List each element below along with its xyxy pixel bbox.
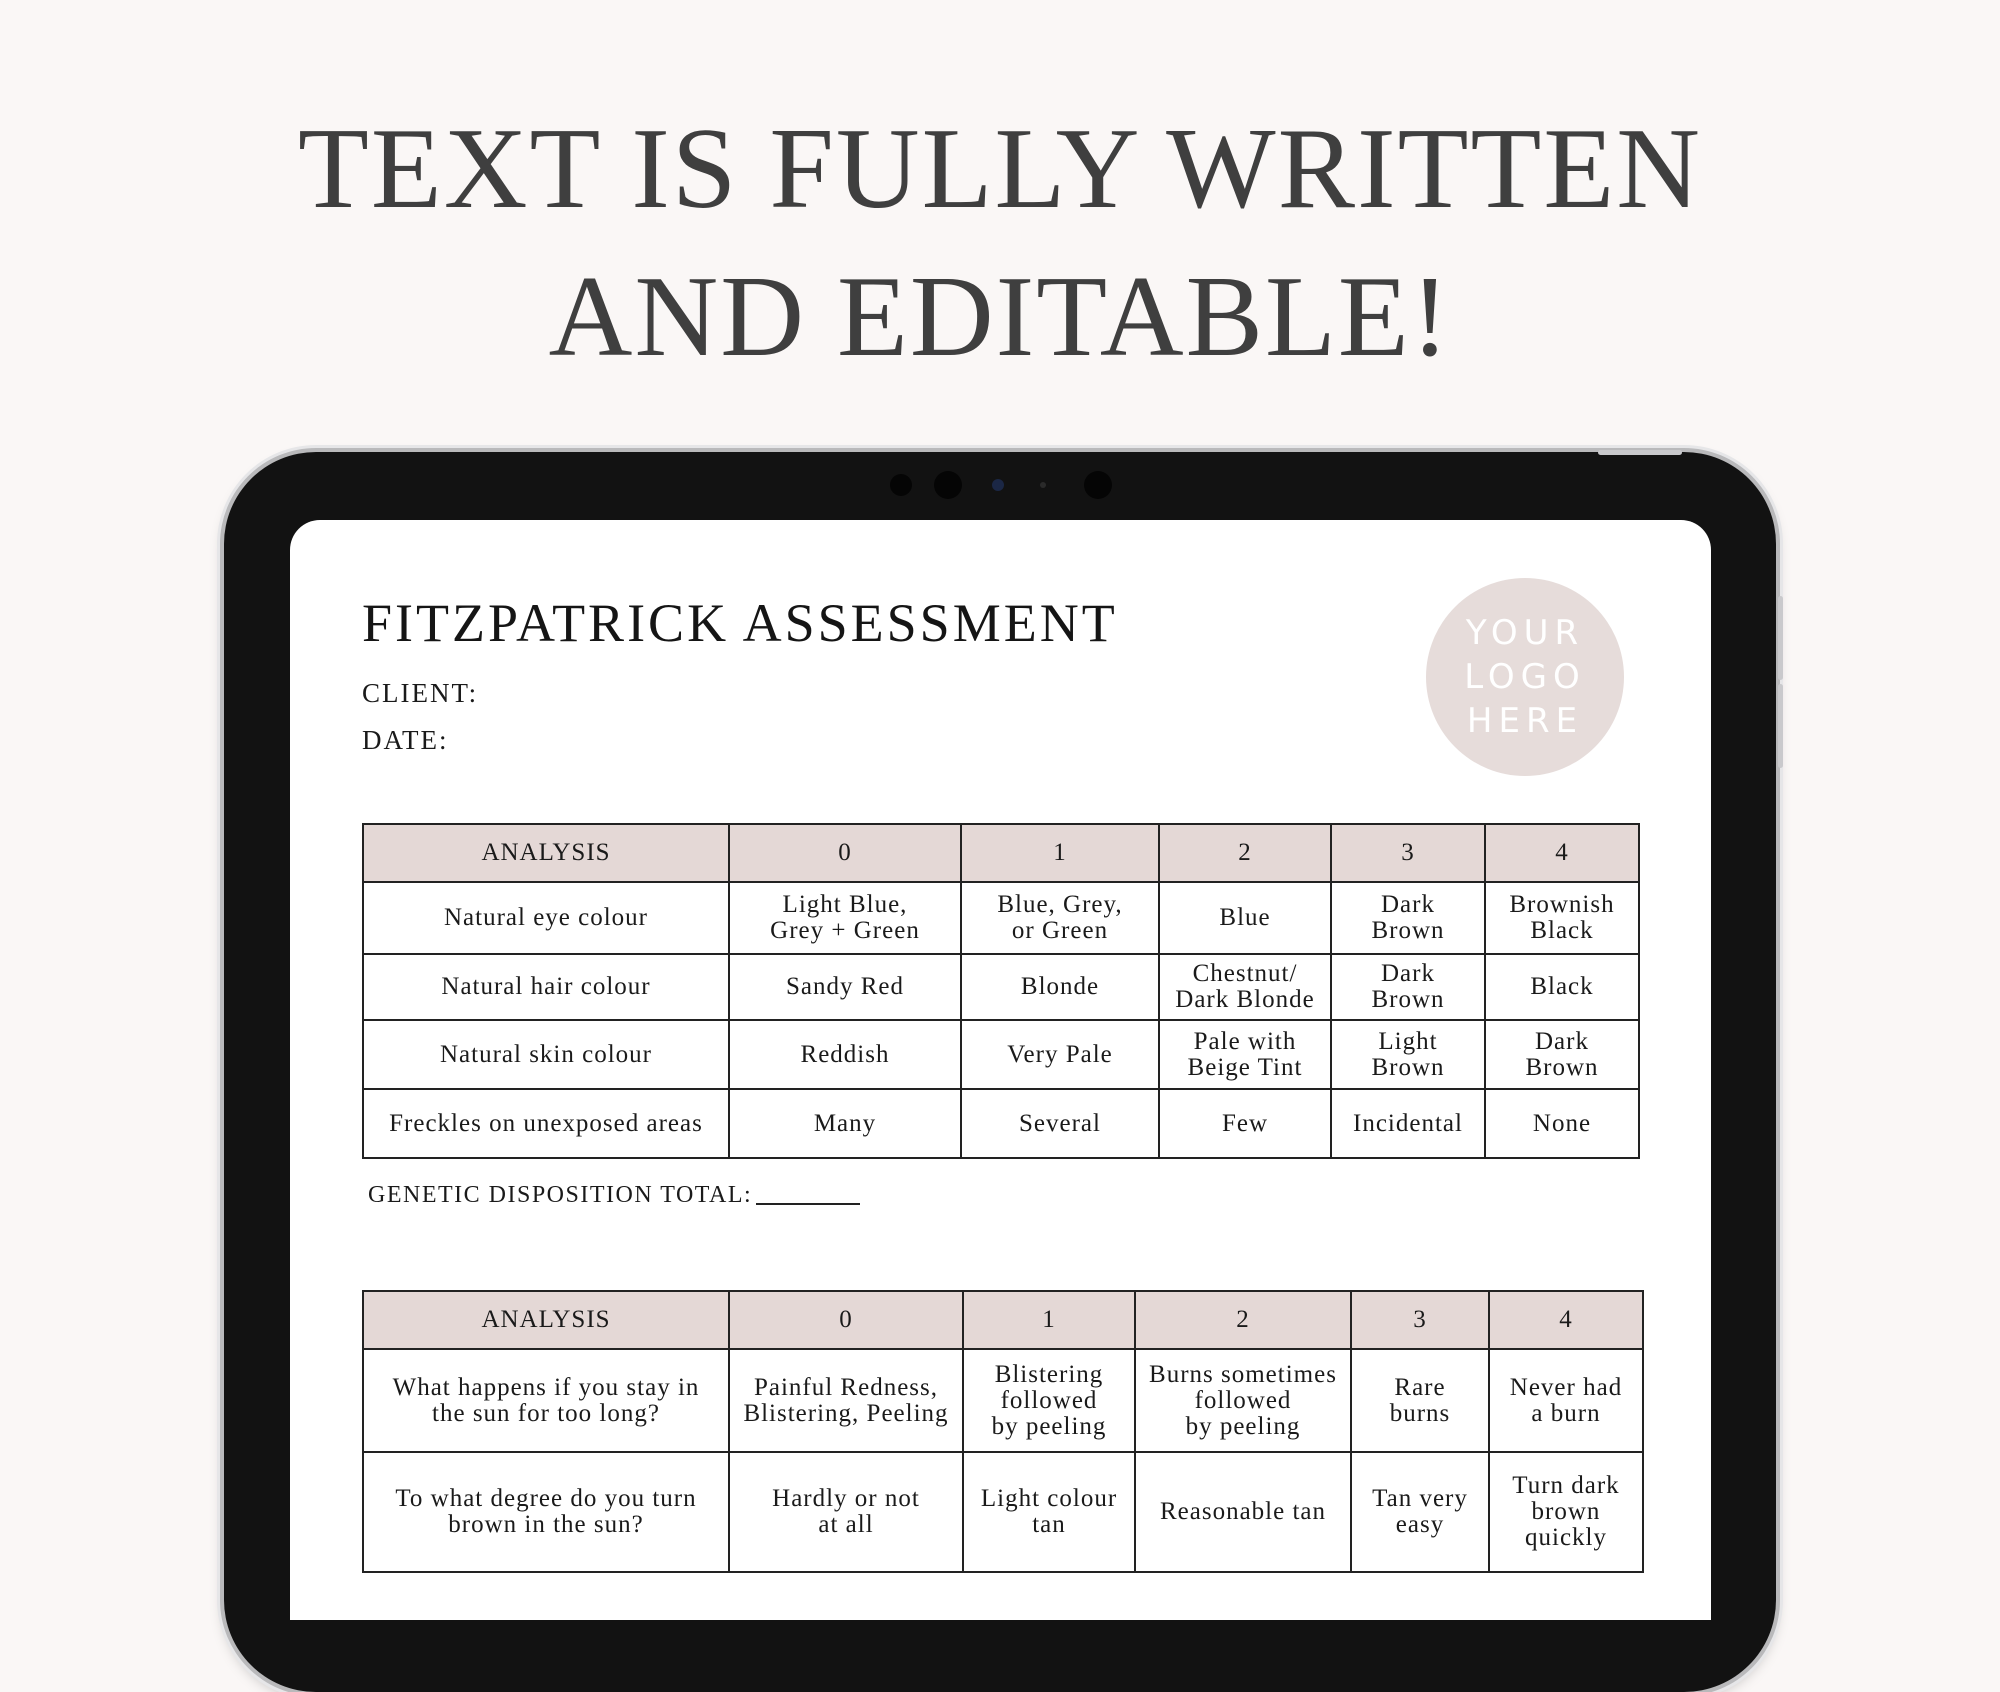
header-score-2: 2 xyxy=(1159,824,1331,882)
genetic-total-field[interactable] xyxy=(368,1182,860,1209)
answer-cell-score-1[interactable]: Blonde xyxy=(961,954,1159,1020)
date-label: DATE: xyxy=(362,725,449,755)
table-row xyxy=(363,1349,1643,1452)
date-field[interactable] xyxy=(362,725,449,756)
table-header-row xyxy=(363,824,1639,882)
table-row xyxy=(363,1020,1639,1089)
headline xyxy=(0,95,2000,391)
answer-cell-score-2[interactable]: Burns sometimes followed by peeling xyxy=(1135,1349,1351,1452)
logo-line: HERE xyxy=(1466,701,1584,741)
table-row xyxy=(363,1089,1639,1158)
logo-line: YOUR xyxy=(1465,613,1585,653)
header-analysis: ANALYSIS xyxy=(363,1291,729,1349)
header-score-2: 2 xyxy=(1135,1291,1351,1349)
answer-cell-score-1[interactable]: Blistering followed by peeling xyxy=(963,1349,1135,1452)
logo-placeholder[interactable] xyxy=(1426,578,1624,776)
camera-lens-icon xyxy=(992,479,1004,491)
answer-cell-score-4[interactable]: Turn dark brown quickly xyxy=(1489,1452,1643,1572)
sensor-icon xyxy=(934,471,962,499)
client-field[interactable] xyxy=(362,678,478,709)
answer-cell-score-4[interactable]: Brownish Black xyxy=(1485,882,1639,954)
answer-cell-score-4[interactable]: None xyxy=(1485,1089,1639,1158)
header-score-4: 4 xyxy=(1489,1291,1643,1349)
headline-line-2: AND EDITABLE! xyxy=(548,253,1452,381)
answer-cell-score-1[interactable]: Very Pale xyxy=(961,1020,1159,1089)
header-score-3: 3 xyxy=(1351,1291,1489,1349)
genetic-disposition-table xyxy=(362,823,1640,1159)
answer-cell-score-4[interactable]: Never had a burn xyxy=(1489,1349,1643,1452)
answer-cell-score-1[interactable]: Blue, Grey, or Green xyxy=(961,882,1159,954)
answer-cell-score-2[interactable]: Few xyxy=(1159,1089,1331,1158)
answer-cell-score-3[interactable]: Dark Brown xyxy=(1331,882,1485,954)
question-cell[interactable]: What happens if you stay in the sun for too long? xyxy=(363,1349,729,1452)
tablet-top-button xyxy=(1598,450,1682,455)
header-score-1: 1 xyxy=(961,824,1159,882)
table-header-row xyxy=(363,1291,1643,1349)
header-score-0: 0 xyxy=(729,1291,963,1349)
answer-cell-score-4[interactable]: Black xyxy=(1485,954,1639,1020)
header-score-3: 3 xyxy=(1331,824,1485,882)
answer-cell-score-0[interactable]: Painful Redness, Blistering, Peeling xyxy=(729,1349,963,1452)
page-title: FITZPATRICK ASSESSMENT xyxy=(362,593,1118,653)
sensor-icon xyxy=(890,474,912,496)
answer-cell-score-0[interactable]: Many xyxy=(729,1089,961,1158)
answer-cell-score-0[interactable]: Reddish xyxy=(729,1020,961,1089)
genetic-total-label: GENETIC DISPOSITION TOTAL: xyxy=(368,1182,753,1208)
answer-cell-score-2[interactable]: Chestnut/ Dark Blonde xyxy=(1159,954,1331,1020)
answer-cell-score-3[interactable]: Tan very easy xyxy=(1351,1452,1489,1572)
answer-cell-score-1[interactable]: Light colour tan xyxy=(963,1452,1135,1572)
sensor-icon xyxy=(1040,482,1046,488)
answer-cell-score-3[interactable]: Dark Brown xyxy=(1331,954,1485,1020)
answer-cell-score-2[interactable]: Pale with Beige Tint xyxy=(1159,1020,1331,1089)
header-score-1: 1 xyxy=(963,1291,1135,1349)
document-page xyxy=(290,520,1711,1620)
answer-cell-score-1[interactable]: Several xyxy=(961,1089,1159,1158)
answer-cell-score-0[interactable]: Hardly or not at all xyxy=(729,1452,963,1572)
question-cell[interactable]: To what degree do you turn brown in the sun? xyxy=(363,1452,729,1572)
headline-line-1: TEXT IS FULLY WRITTEN xyxy=(298,105,1702,233)
sensor-icon xyxy=(1084,471,1112,499)
client-label: CLIENT: xyxy=(362,678,479,708)
logo-line: LOGO xyxy=(1464,657,1586,697)
tablet-volume-down-button xyxy=(1778,684,1783,768)
total-blank-line[interactable] xyxy=(756,1203,860,1205)
answer-cell-score-0[interactable]: Light Blue, Grey + Green xyxy=(729,882,961,954)
question-cell[interactable]: Natural eye colour xyxy=(363,882,729,954)
header-score-4: 4 xyxy=(1485,824,1639,882)
sun-reaction-table xyxy=(362,1290,1644,1573)
tablet-volume-up-button xyxy=(1778,596,1783,680)
table-row xyxy=(363,882,1639,954)
header-analysis: ANALYSIS xyxy=(363,824,729,882)
answer-cell-score-2[interactable]: Blue xyxy=(1159,882,1331,954)
table-row xyxy=(363,954,1639,1020)
question-cell[interactable]: Natural hair colour xyxy=(363,954,729,1020)
answer-cell-score-3[interactable]: Incidental xyxy=(1331,1089,1485,1158)
header-score-0: 0 xyxy=(729,824,961,882)
question-cell[interactable]: Freckles on unexposed areas xyxy=(363,1089,729,1158)
answer-cell-score-4[interactable]: Dark Brown xyxy=(1485,1020,1639,1089)
answer-cell-score-3[interactable]: Rare burns xyxy=(1351,1349,1489,1452)
camera-bar xyxy=(880,470,1120,500)
answer-cell-score-2[interactable]: Reasonable tan xyxy=(1135,1452,1351,1572)
question-cell[interactable]: Natural skin colour xyxy=(363,1020,729,1089)
answer-cell-score-3[interactable]: Light Brown xyxy=(1331,1020,1485,1089)
table-row xyxy=(363,1452,1643,1572)
answer-cell-score-0[interactable]: Sandy Red xyxy=(729,954,961,1020)
